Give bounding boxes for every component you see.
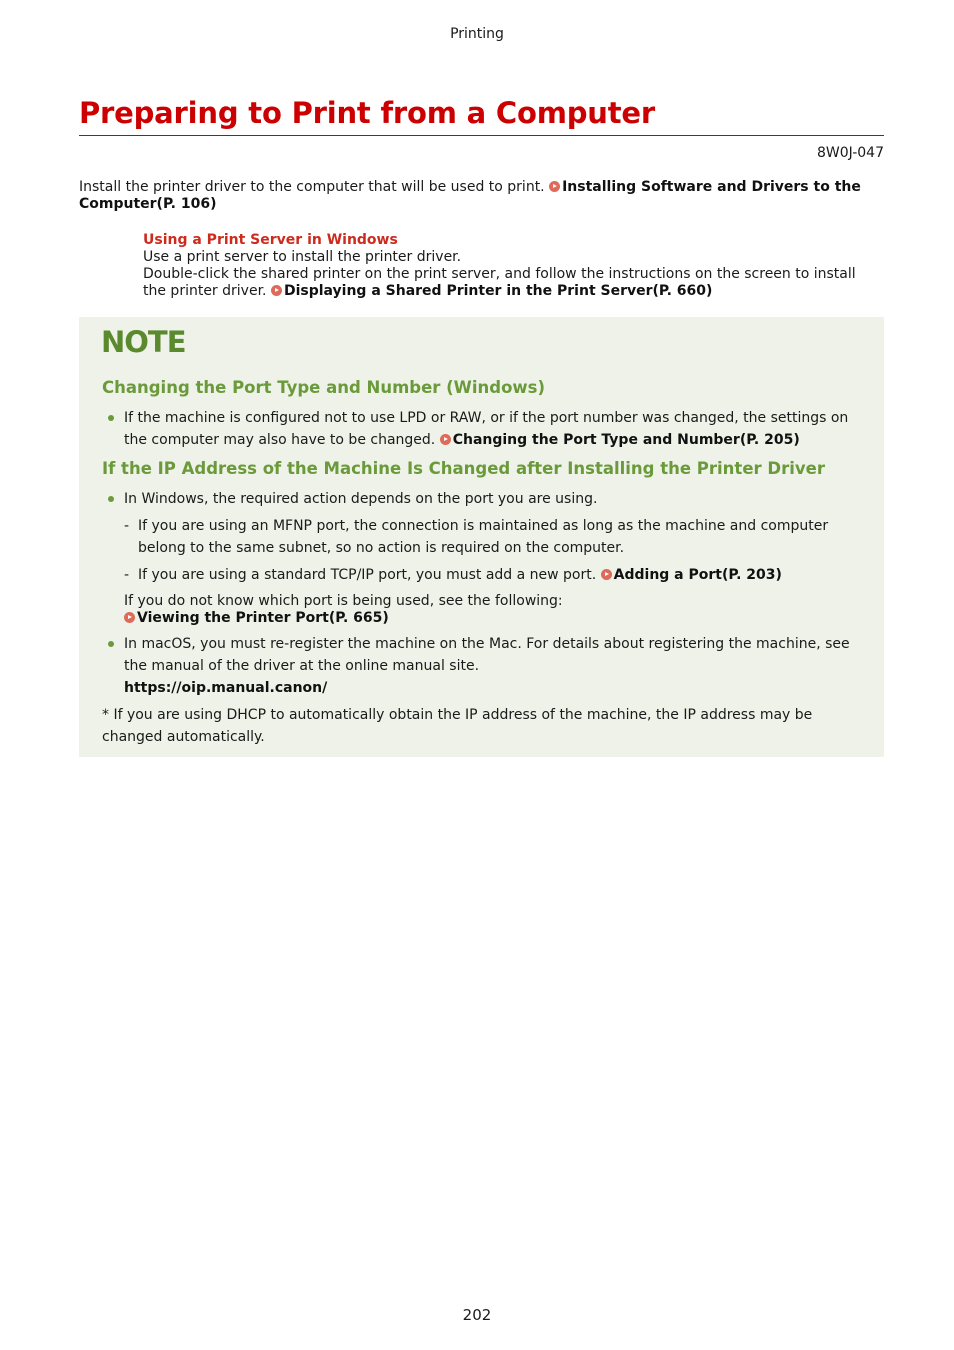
list-item xyxy=(124,515,859,559)
changing-port-link[interactable]: Changing the Port Type and Number(P. 205) xyxy=(452,432,800,448)
list-item xyxy=(102,407,862,451)
bullet-dot-icon xyxy=(108,496,114,502)
print-server-line1: Use a print server to install the printer driver. xyxy=(143,249,462,265)
mfnp-port-text: If you are using an MFNP port, the connection is maintained as long as the machine and computer belong to the same subnet, so no action is required on the computer. xyxy=(138,518,829,556)
shared-printer-link[interactable]: Displaying a Shared Printer in the Print Server(P. 660) xyxy=(283,283,713,299)
print-server-title: Using a Print Server in Windows xyxy=(143,232,398,248)
adding-port-link[interactable]: Adding a Port(P. 203) xyxy=(613,567,782,583)
ip-address-section-title: If the IP Address of the Machine Is Changed after Installing the Printer Driver xyxy=(102,459,825,478)
intro-text: Install the printer driver to the computer that will be used to print. xyxy=(79,179,550,195)
print-server-line2: Double-click the shared printer on the print server, and follow the instructions on the screen to install the printer driver. xyxy=(143,266,856,299)
windows-bullet-text: In Windows, the required action depends on the port you are using. xyxy=(124,491,598,507)
manual-url-link[interactable]: https://oip.manual.canon/ xyxy=(124,680,328,696)
port-followup xyxy=(124,593,854,627)
link-arrow-icon xyxy=(601,569,612,580)
intro-paragraph xyxy=(79,179,884,213)
list-item xyxy=(102,488,862,510)
running-header: Printing xyxy=(450,26,504,42)
port-type-section-title: Changing the Port Type and Number (Windows) xyxy=(102,378,546,397)
tcpip-port-text: If you are using a standard TCP/IP port, you must add a new port. xyxy=(138,567,601,583)
list-item xyxy=(102,633,862,699)
page-number: 202 xyxy=(462,1306,492,1324)
dash-marker: - xyxy=(124,567,130,583)
bullet-dot-icon xyxy=(108,641,114,647)
dash-marker: - xyxy=(124,518,130,534)
print-server-line2-wrap xyxy=(143,266,873,300)
note-box xyxy=(79,317,884,757)
document-id: 8W0J-047 xyxy=(816,145,884,161)
link-arrow-icon xyxy=(440,434,451,445)
note-label: NOTE xyxy=(101,325,186,359)
bullet-dot-icon xyxy=(108,415,114,421)
print-server-section xyxy=(143,232,873,300)
page-title: Preparing to Print from a Computer xyxy=(79,94,884,136)
port-type-bullet-text: If the machine is configured not to use LPD or RAW, or if the port number was changed, the settings on the computer may also have to be changed. xyxy=(124,410,849,448)
link-arrow-icon xyxy=(549,181,560,192)
macos-bullet-text: In macOS, you must re-register the machine on the Mac. For details about registering the machine, see the manual of the driver at the online manual site. xyxy=(124,636,850,674)
port-followup-text: If you do not know which port is being used, see the following: xyxy=(124,593,563,609)
list-item xyxy=(124,564,859,586)
dhcp-footnote: * If you are using DHCP to automatically obtain the IP address of the machine, the IP address may be changed automatically. xyxy=(102,707,813,745)
viewing-printer-port-link[interactable]: Viewing the Printer Port(P. 665) xyxy=(137,610,389,626)
link-arrow-icon xyxy=(271,285,282,296)
installing-software-link[interactable]: Installing Software and Drivers to the Computer(P. 106) xyxy=(79,179,861,212)
link-arrow-icon xyxy=(124,612,135,623)
